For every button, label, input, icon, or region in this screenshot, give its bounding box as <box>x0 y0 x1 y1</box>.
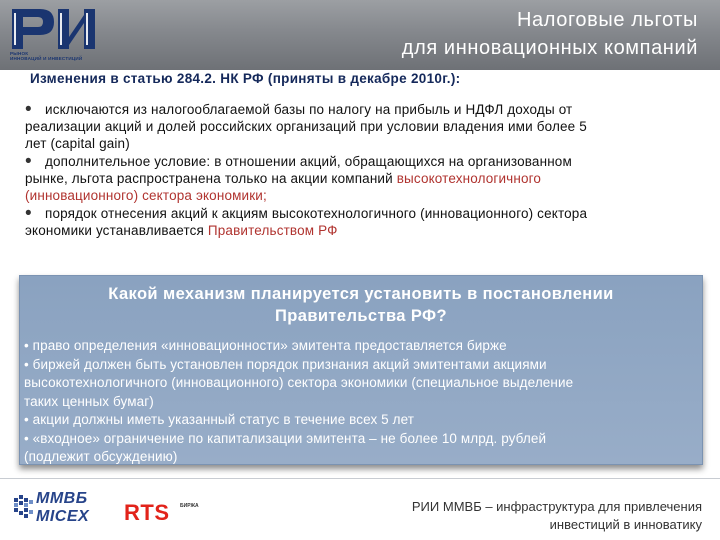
rii-logo-caption <box>10 51 102 62</box>
list-item-text: лет (capital gain) <box>25 136 130 151</box>
bullet-dot-icon: • <box>25 151 32 172</box>
answer-line: высокотехнологичного (инновационного) сектора экономики (специальное выделение <box>24 375 574 390</box>
list-item <box>25 101 695 152</box>
rii-logo-caption-line: ИННОВАЦИЙ И ИНВЕСТИЦИЙ <box>10 56 83 62</box>
answer-line: • право определения «инновационности» эмитента предоставляется бирже <box>24 338 507 353</box>
rts-logo-letters: RTS <box>124 500 170 525</box>
bullet-dot-icon: • <box>25 203 32 224</box>
rts-logo <box>124 500 204 530</box>
footer-divider <box>0 478 720 479</box>
question-title-line: Какой механизм планируется установить в постановлении <box>108 285 614 303</box>
micex-logo-line: ММВБ <box>36 490 88 507</box>
list-item-text: дополнительное условие: в отношении акций, обращающихся на организованном <box>45 154 572 169</box>
rts-logo-sub: БИРЖА <box>180 503 199 509</box>
list-item <box>25 153 695 204</box>
rii-logo-caption-line: РЫНОК <box>10 51 29 56</box>
answer-line: (подлежит обсуждению) <box>24 449 178 464</box>
list-item-text-part: рынке, льгота распространена только на акции компаний <box>25 171 397 186</box>
footer-caption <box>302 498 702 534</box>
answer-line: • биржей должен быть установлен порядок признания акций эмитентами акциями <box>24 356 547 372</box>
highlight-text: высокотехнологичного <box>396 171 542 186</box>
footer-caption-line: инвестиций в инноватику <box>549 517 702 532</box>
micex-logo-line: MICEX <box>36 508 90 525</box>
slide-title-line: для инновационных компаний <box>401 37 698 59</box>
highlight-text: (инновационного) сектора экономики; <box>25 188 267 203</box>
rii-logo <box>6 7 102 63</box>
list-item-text: порядок отнесения акций к акциям высокотехнологичного (инновационного) сектора <box>45 206 588 221</box>
answer-line: таких ценных бумаг) <box>24 393 154 409</box>
list-item-text: исключаются из налогооблагаемой базы по налогу на прибыль и НДФЛ доходы от <box>45 102 573 117</box>
question-title-line: Правительства РФ? <box>275 307 447 325</box>
rii-logo-mark <box>10 7 98 51</box>
question-callout <box>19 275 703 465</box>
slide-title-line: Налоговые льготы <box>516 9 698 31</box>
list-item-text: реализации акций и долей российских организаций при условии владения ими более 5 <box>25 119 587 134</box>
micex-logo-text <box>36 490 89 526</box>
answer-line: • акции должны иметь указанный статус в течение всех 5 лет <box>24 412 415 427</box>
footer-caption-line: РИИ ММВБ – инфраструктура для привлечения <box>411 499 702 514</box>
section-heading: Изменения в статью 284.2. НК РФ (приняты в декабре 2010г.): <box>30 71 461 86</box>
list-item-text <box>25 170 695 187</box>
list-item-text <box>25 222 695 239</box>
answer-list <box>24 337 698 467</box>
micex-logo-mark <box>12 490 38 526</box>
answer-line: • «входное» ограничение по капитализации эмитента – не более 10 млрд. рублей <box>24 430 547 446</box>
micex-logo <box>12 484 100 534</box>
list-item <box>25 205 695 239</box>
slide-title <box>238 6 698 62</box>
highlight-text: Правительством РФ <box>207 223 338 238</box>
list-item-text-part: экономики устанавливается <box>25 223 208 238</box>
header-banner <box>0 0 720 70</box>
changes-list <box>25 101 695 240</box>
question-title <box>20 283 702 327</box>
bullet-dot-icon: • <box>25 99 32 120</box>
